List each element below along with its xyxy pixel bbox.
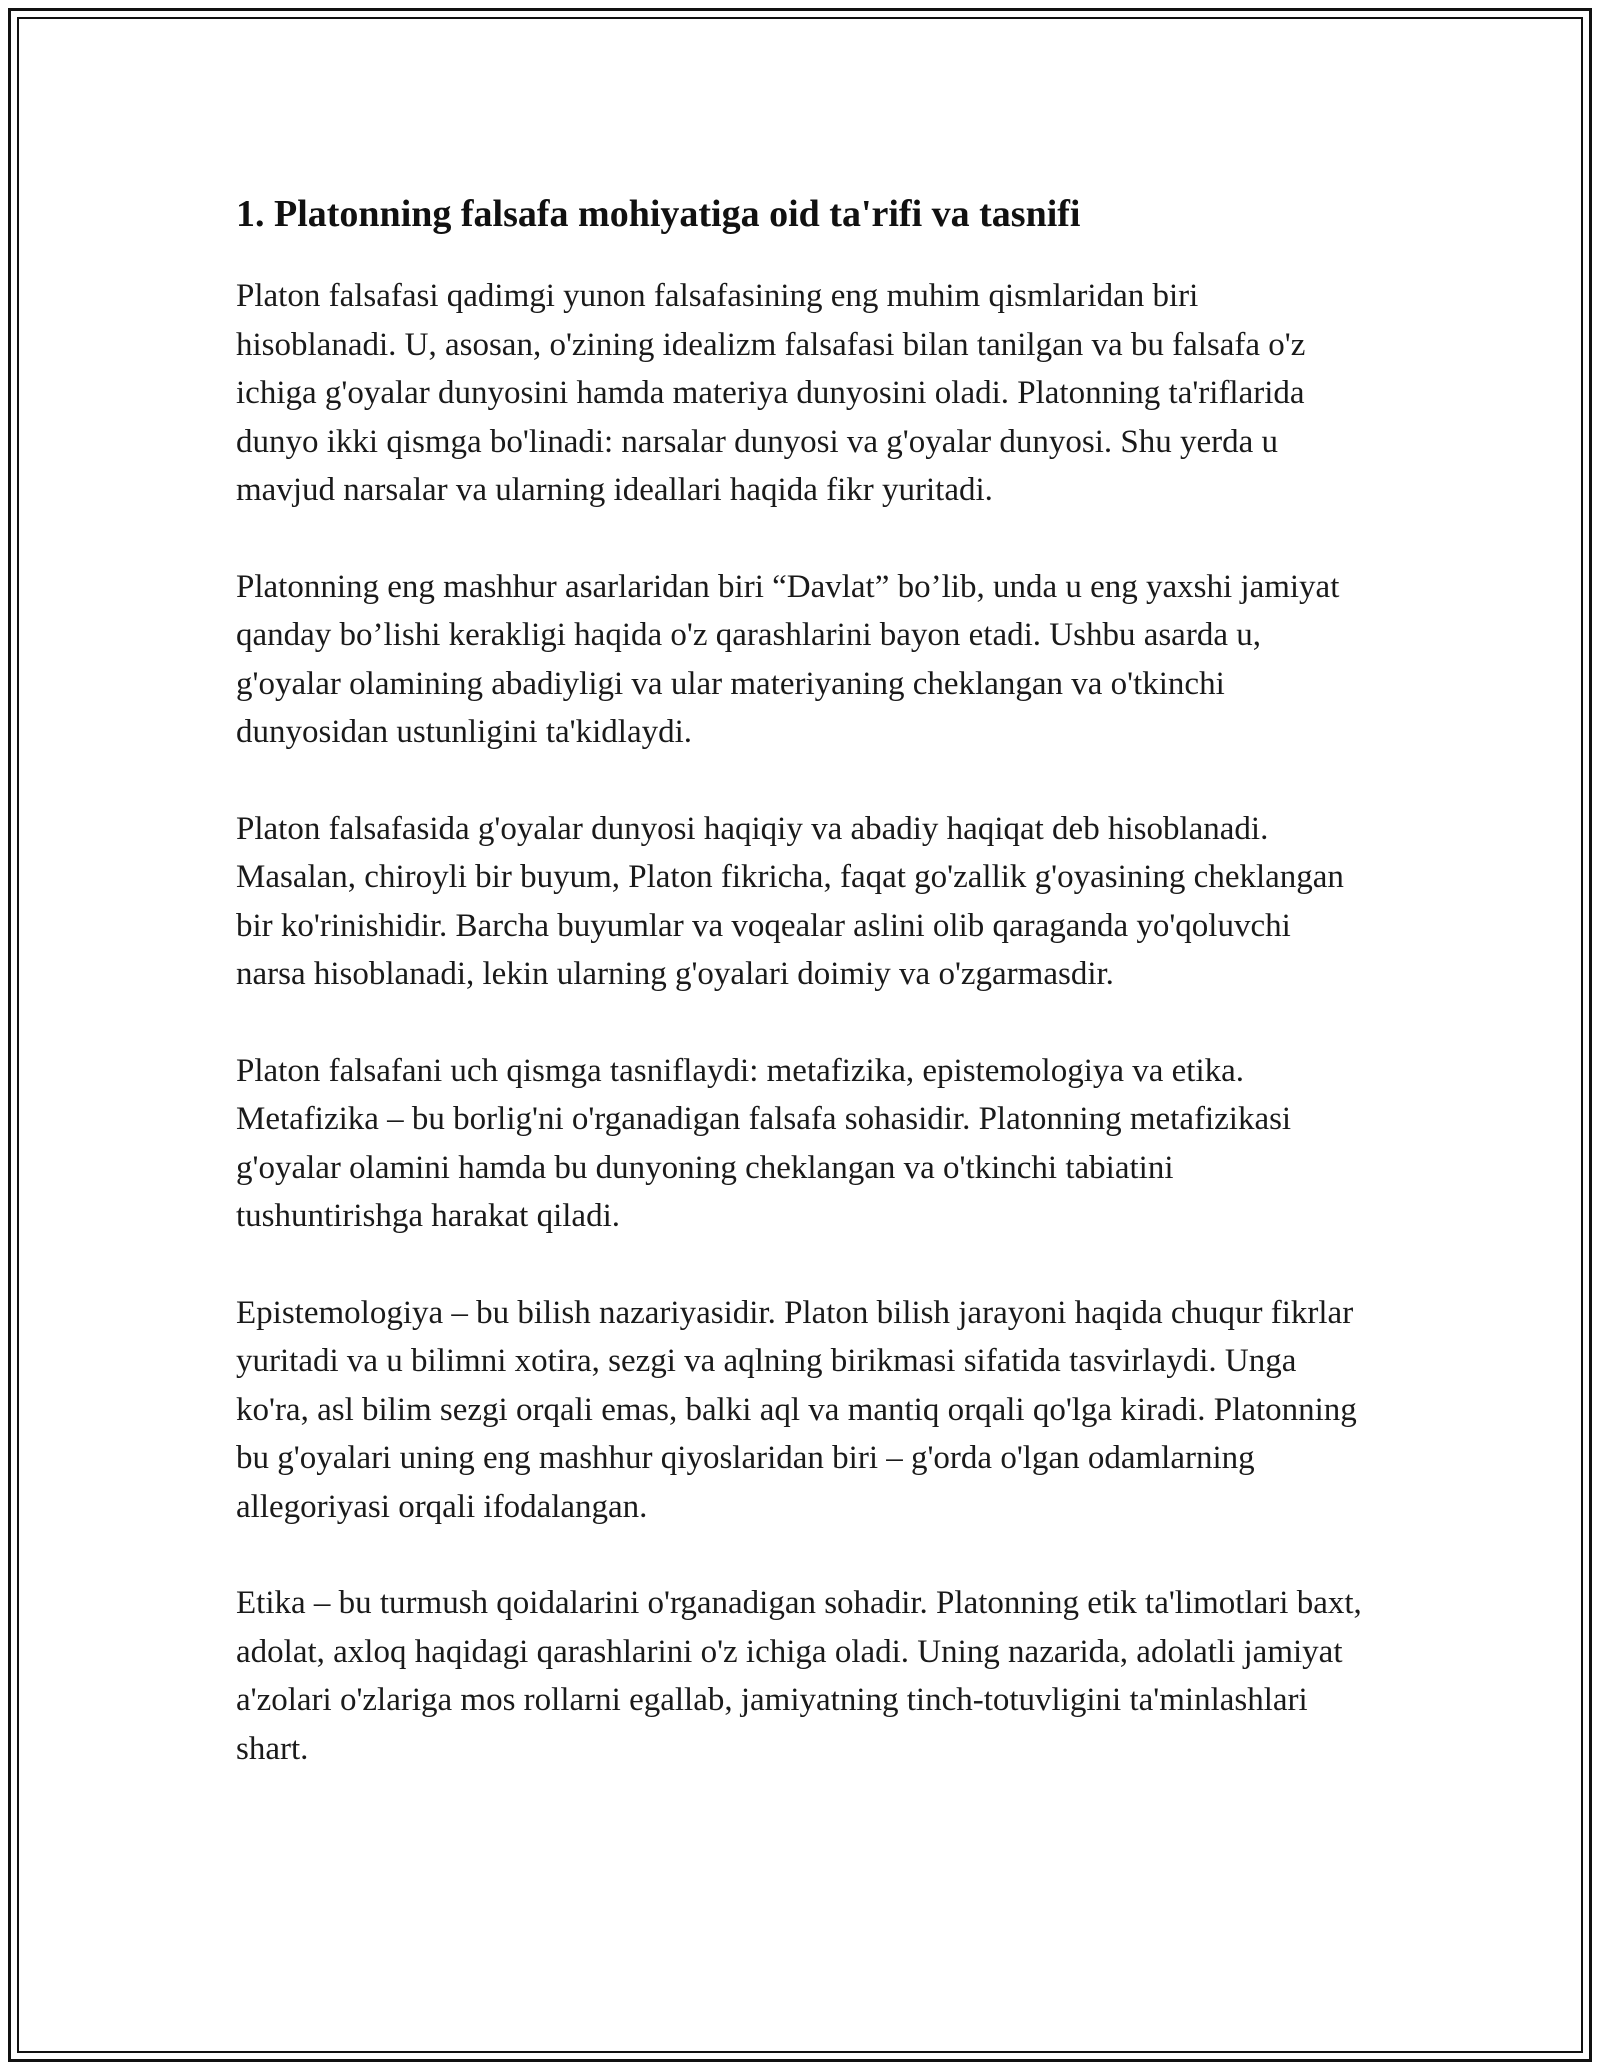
paragraph-davlat: Platonning eng mashhur asarlaridan biri “Davlat” bo’lib, unda u eng yaxshi jamiyat qanday bo’lishi kerakligi haqida o'z qarashlarini bayon etadi. Ushbu asarda u, g'oyalar olamining abadiyligi va ular materiyaning cheklangan va o'tkinchi dunyosidan ustunligini ta'kidlaydi.: [236, 568, 1340, 750]
paragraph-epistemologiya: Epistemologiya – bu bilish nazariyasidir. Platon bilish jarayoni haqida chuqur fikrlar yuritadi va u bilimni xotira, sezgi va aqlning birikmasi sifatida tasvirlaydi. Unga ko'ra, asl bilim sezgi orqali emas, balki aql va mantiq orqali qo'lga kiradi. Platonning bu g'oyalari uning eng mashhur qiyoslaridan biri – g'orda o'lgan odamlarning allegoriyasi orqali ifodalangan.: [236, 1294, 1357, 1525]
paragraph-metafizika: Platon falsafani uch qismga tasniflaydi: metafizika, epistemologiya va etika. Metafizika – bu borlig'ni o'rganadigan falsafa sohasidir. Platonning metafizikasi g'oyalar olamini hamda bu dunyoning cheklangan va o'tkinchi tabiatini tushuntirishga harakat qiladi.: [236, 1052, 1292, 1234]
paragraph-goyalar-dunyosi: Platon falsafasida g'oyalar dunyosi haqiqiy va abadiy haqiqat deb hisoblanadi. Masalan, chiroyli bir buyum, Platon fikricha, faqat go'zallik g'oyasining cheklangan bir ko'rinishidir. Barcha buyumlar va voqealar aslini olib qaraganda yo'qoluvchi narsa hisoblanadi, lekin ularning g'oyalari doimiy va o'zgarmasdir.: [236, 810, 1344, 992]
paragraph-etika: Etika – bu turmush qoidalarini o'rganadigan sohadir. Platonning etik ta'limotlari baxt, adolat, axloq haqidagi qarashlarini o'z ichiga oladi. Uning nazarida, adolatli jamiyat a'zolari o'zlariga mos rollarni egallab, jamiyatning tinch-totuvligini ta'minlashlari shart.: [236, 1585, 1362, 1767]
section-heading: 1. Platonning falsafa mohiyatiga oid ta'rifi va tasnifi: [236, 193, 1081, 235]
document-body: [236, 184, 1366, 1773]
paragraph-intro: Platon falsafasi qadimgi yunon falsafasining eng muhim qismlaridan biri hisoblanadi. U, asosan, o'zining idealizm falsafasi bilan tanilgan va bu falsafa o'z ichiga g'oyalar dunyosini hamda materiya dunyosini oladi. Platonning ta'riflarida dunyo ikki qismga bo'linadi: narsalar dunyosi va g'oyalar dunyosi. Shu yerda u mavjud narsalar va ularning ideallari haqida fikr yuritadi.: [236, 278, 1306, 508]
